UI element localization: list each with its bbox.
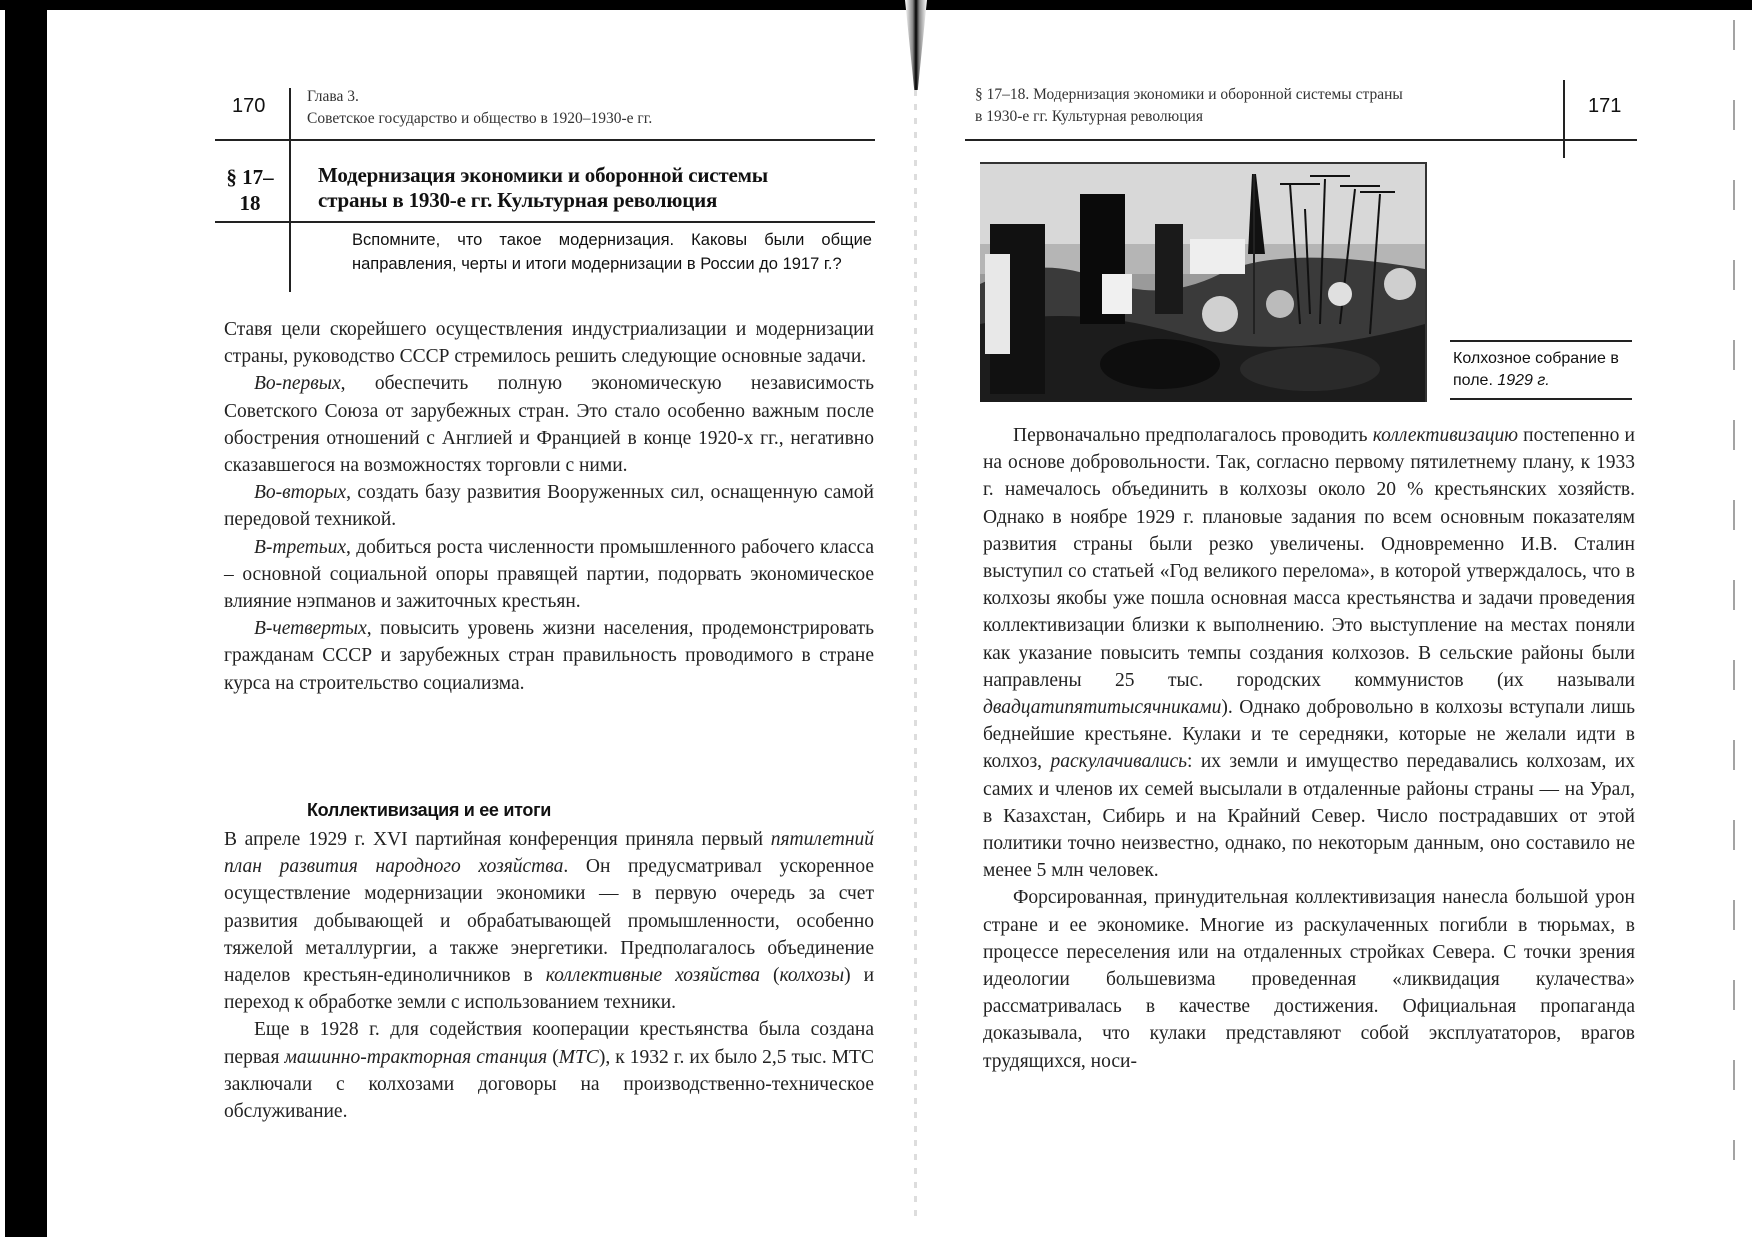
section-number-line2: 18: [239, 191, 261, 215]
photo-caption: [1453, 348, 1638, 392]
paragraph: [224, 479, 874, 533]
text-run: В апреле 1929 г. XVI партийная конференция приняла первый: [224, 829, 771, 850]
header-divider-vertical: [289, 88, 291, 292]
text-run: Форсированная, принудительная коллективизация нанесла большой урон стране и ее экономике. Многие из раскулаченных погибли в тюрьмах, в процессе переселения или на отдаленных стройках Севера. С точки зрения идеологии большевизма проведенная «ликвидация кулачества» рассматривалась в качестве достижения. Официальная пропаганда доказывала, что кулаки представляют собой эксплуататоров, врагов трудящихся, носи-: [983, 887, 1635, 1072]
page-number-right: 171: [1588, 95, 1622, 117]
emphasis-term: двадцатипятитысячниками: [983, 697, 1222, 719]
text-run: Ставя цели скорейшего осуществления индустриализации и модернизации страны, руководство СССР стремилось решить следующие основные задачи.: [224, 319, 874, 368]
text-run: постепенно и на основе добровольности. Так, согласно первому пятилетнему плану, к 1933 г. намечалось объединить в колхозы около 20 % крестьянских хозяйств. Однако в ноябре 1929 г. плановые задания по всем основным показателям развития страны были резко увеличены. Одновременно И.В. Сталин выступил со статьей «Год великого перелома», в которой утверждалось, что в колхозы якобы уже пошла основная масса крестьянства и задачи проведения коллективизации близки к выполнению. Это выступление на местах поняли как указание повысить темпы создания колхозов. В сельские районы были направлены 25 тыс. городских коммунистов (их называли: [983, 425, 1635, 691]
book-spine-shadow: [905, 0, 927, 90]
paragraph: [983, 884, 1635, 1074]
scan-border-left: [5, 0, 47, 1237]
running-head-left: [307, 86, 867, 130]
paragraph: [224, 615, 874, 697]
text-run: Первоначально предполагалось проводить: [1013, 425, 1373, 446]
emphasis-term: коллективные хозяйства: [545, 965, 761, 987]
paragraph: [224, 316, 874, 370]
running-head-chapter: Глава 3.: [307, 88, 359, 105]
caption-year: 1929 г.: [1497, 372, 1550, 389]
page-number-left: 170: [232, 95, 266, 117]
section-title: [318, 163, 878, 213]
text-run: (: [760, 965, 780, 987]
paragraph: [224, 370, 874, 479]
header-rule-right: [965, 139, 1637, 141]
section-number-line1: § 17–: [226, 165, 274, 189]
section-title-line1: Модернизация экономики и оборонной системы: [318, 163, 768, 187]
right-body: [983, 422, 1635, 1075]
section-title-line2: страны в 1930-е гг. Культурная революция: [318, 188, 718, 212]
header-rule-2: [215, 221, 875, 223]
emphasis-term: Во-вторых: [254, 482, 347, 504]
header-rule-1: [215, 139, 875, 141]
header-divider-vertical-right: [1563, 80, 1565, 158]
emphasis-term: раскулачивались: [1050, 751, 1188, 773]
caption-rule-top: [1450, 340, 1632, 342]
subheading-collectivization: Коллективизация и ее итоги: [307, 800, 552, 820]
running-head-right: [975, 84, 1555, 128]
caption-rule-bottom: [1450, 398, 1632, 400]
book-gutter: [914, 90, 917, 1220]
text-run: ), к 1932 г. их было 2,5 тыс. МТС заключали с колхозами договоры на производственно-техническое обслуживание.: [224, 1046, 874, 1123]
paragraph: [983, 422, 1635, 884]
text-run: : их земли и имущество передавались колхозам, их самих и членов их семей высылали в отдаленные районы страны — на Урал, в Казахстан, Сибирь и на Крайний Север. Число пострадавших от этой политики точно неизвестно, однако, по некоторым данным, оно составило не менее 5 млн человек.: [983, 751, 1635, 882]
text-run: (: [547, 1046, 559, 1068]
paragraph: [224, 1016, 874, 1125]
emphasis-term: МТС: [558, 1046, 599, 1068]
caption-text: Колхозное собрание в поле.: [1453, 350, 1619, 389]
running-head-right-line2: в 1930-е гг. Культурная революция: [975, 108, 1203, 125]
section-number: [215, 164, 285, 216]
text-run: , добиться роста численности промышленного рабочего класса – основной социальной опоры правящей партии, подорвать экономическое влияние нэпманов и зажиточных крестьян.: [224, 536, 874, 613]
emphasis-term: В-четвертых: [254, 618, 367, 640]
text-run: , создать базу развития Вооруженных сил, оснащенную самой передовой техникой.: [224, 482, 874, 531]
text-run: ). Однако добровольно в колхозы вступали лишь беднейшие крестьяне. Кулаки и те середняки, которые не желали идти в колхоз,: [983, 697, 1635, 773]
text-run: ) и переход к обработке земли с использованием техники.: [224, 965, 874, 1014]
photo-kolkhoz-meeting: [980, 162, 1427, 402]
text-run: , повысить уровень жизни населения, продемонстрировать гражданам СССР и зарубежных стран правильность проводимого в стране курса на строительство социализма.: [224, 618, 874, 694]
text-run: Еще в 1928 г. для содействия кооперации крестьянства была создана первая: [224, 1019, 874, 1068]
text-run: , обеспечить полную экономическую независимость Советского Союза от зарубежных стран. Это стало особенно важным после обострения отношений с Англией и Францией в конце 1920-х гг., негативно сказавшегося на возможностях торговли с ними.: [224, 373, 874, 477]
running-head-chapter-title: Советское государство и общество в 1920–1930-е гг.: [307, 110, 653, 127]
emphasis-term: В-третьих: [254, 536, 346, 558]
scan-border-top: [0, 0, 1752, 10]
photo-illustration: [980, 164, 1425, 402]
left-body-part1: [224, 316, 874, 697]
emphasis-term: коллективизацию: [1372, 425, 1519, 446]
review-question: Вспомните, что такое модернизация. Каковы были общие направления, черты и итоги модернизации в России до 1917 г.?: [352, 231, 872, 273]
left-body-part2: [224, 826, 874, 1125]
paragraph: [224, 826, 874, 1016]
emphasis-term: Во-первых: [254, 373, 341, 395]
page-edge-right: [1733, 20, 1735, 1160]
text-run: . Он предусматривал ускоренное осуществление модернизации экономики — в первую очередь за счет развития добывающей и обрабатывающей промышленности, особенно тяжелой металлургии, а также энергетики. Предполагалось объединение наделов крестьян-единоличников в: [224, 856, 874, 987]
paragraph: [224, 534, 874, 616]
emphasis-term: машинно-тракторная станция: [284, 1046, 548, 1068]
running-head-right-line1: § 17–18. Модернизация экономики и оборонной системы страны: [975, 86, 1403, 103]
emphasis-term: пятилетний план развития народного хозяйства: [224, 829, 874, 878]
emphasis-term: колхозы: [779, 965, 845, 987]
